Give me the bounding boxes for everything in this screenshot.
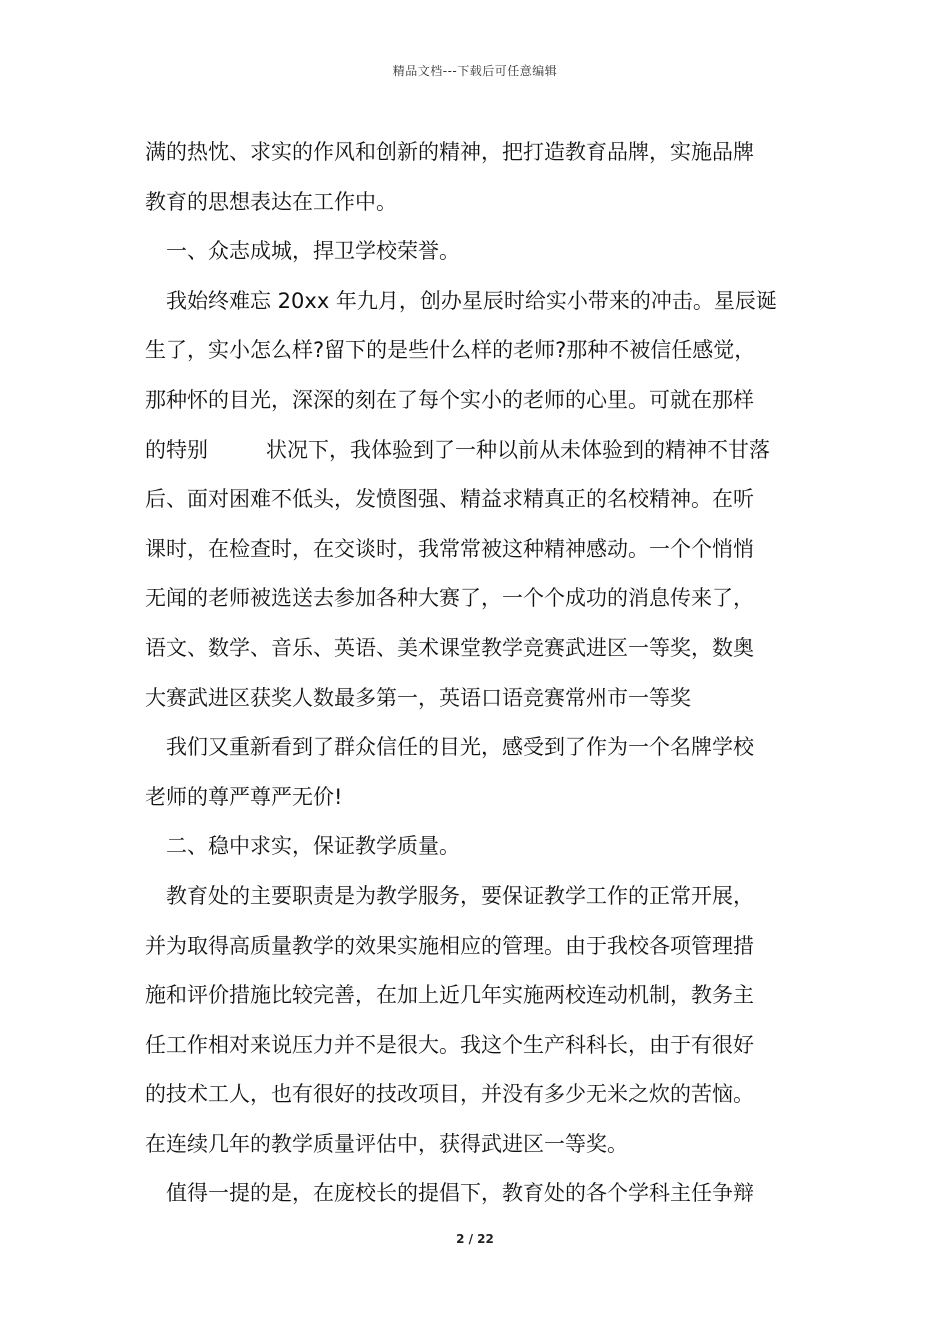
- section-heading: 二、稳中求实，保证教学质量。: [166, 834, 460, 859]
- text-line: 大赛武进区获奖人数最多第一，英语口语竞赛常州市一等奖: [145, 685, 691, 710]
- text-line: 教育的思想表达在工作中。: [145, 189, 397, 214]
- text-line: 在连续几年的教学质量评估中，获得武进区一等奖。: [145, 1131, 628, 1156]
- text-line: 任工作相对来说压力并不是很大。我这个生产科科长，由于有很好: [145, 1032, 754, 1057]
- text-line: 并为取得高质量教学的效果实施相应的管理。由于我校各项管理措: [145, 933, 754, 958]
- page-number: 2 / 22: [456, 1232, 494, 1246]
- text-line: 后、面对困难不低头，发愤图强、精益求精真正的名校精神。在听: [145, 487, 754, 512]
- text-line: 生了，实小怎么样?留下的是些什么样的老师?那种不被信任感觉，: [145, 338, 756, 363]
- document-body: [145, 128, 815, 1219]
- text-line: 我们又重新看到了群众信任的目光，感受到了作为一个名牌学校: [166, 735, 754, 760]
- text-line: 无闻的老师被选送去参加各种大赛了，一个个成功的消息传来了，: [145, 586, 754, 611]
- page-header: 精品文档---下载后可任意编辑: [392, 64, 558, 78]
- text-line: 课时，在检查时，在交谈时，我常常被这种精神感动。一个个悄悄: [145, 536, 754, 561]
- text-line: 语文、数学、音乐、英语、美术课堂教学竞赛武进区一等奖，数奥: [145, 635, 754, 660]
- text-line: 教育处的主要职责是为教学服务，要保证教学工作的正常开展，: [166, 883, 754, 908]
- text-line: 那种怀的目光，深深的刻在了每个实小的老师的心里。可就在那样: [145, 387, 754, 412]
- text-line: 我始终难忘 20xx 年九月，创办星辰时给实小带来的冲击。星辰诞: [166, 288, 777, 313]
- text-fragment: 状况下，我体验到了一种以前从未体验到的精神不甘落: [266, 437, 770, 462]
- text-line: 老师的尊严尊严无价!: [145, 784, 343, 809]
- text-line: 的技术工人，也有很好的技改项目，并没有多少无米之炊的苦恼。: [145, 1082, 754, 1107]
- text-line: 满的热忱、求实的作风和创新的精神，把打造教育品牌，实施品牌: [145, 140, 754, 164]
- text-fragment: 的特别: [145, 437, 208, 462]
- text-line: 施和评价措施比较完善，在加上近几年实施两校连动机制，教务主: [145, 983, 754, 1008]
- text-line: [145, 426, 815, 476]
- text-line: 值得一提的是，在庞校长的提倡下，教育处的各个学科主任争辩: [166, 1181, 754, 1206]
- section-heading: 一、众志成城，捍卫学校荣誉。: [166, 239, 460, 264]
